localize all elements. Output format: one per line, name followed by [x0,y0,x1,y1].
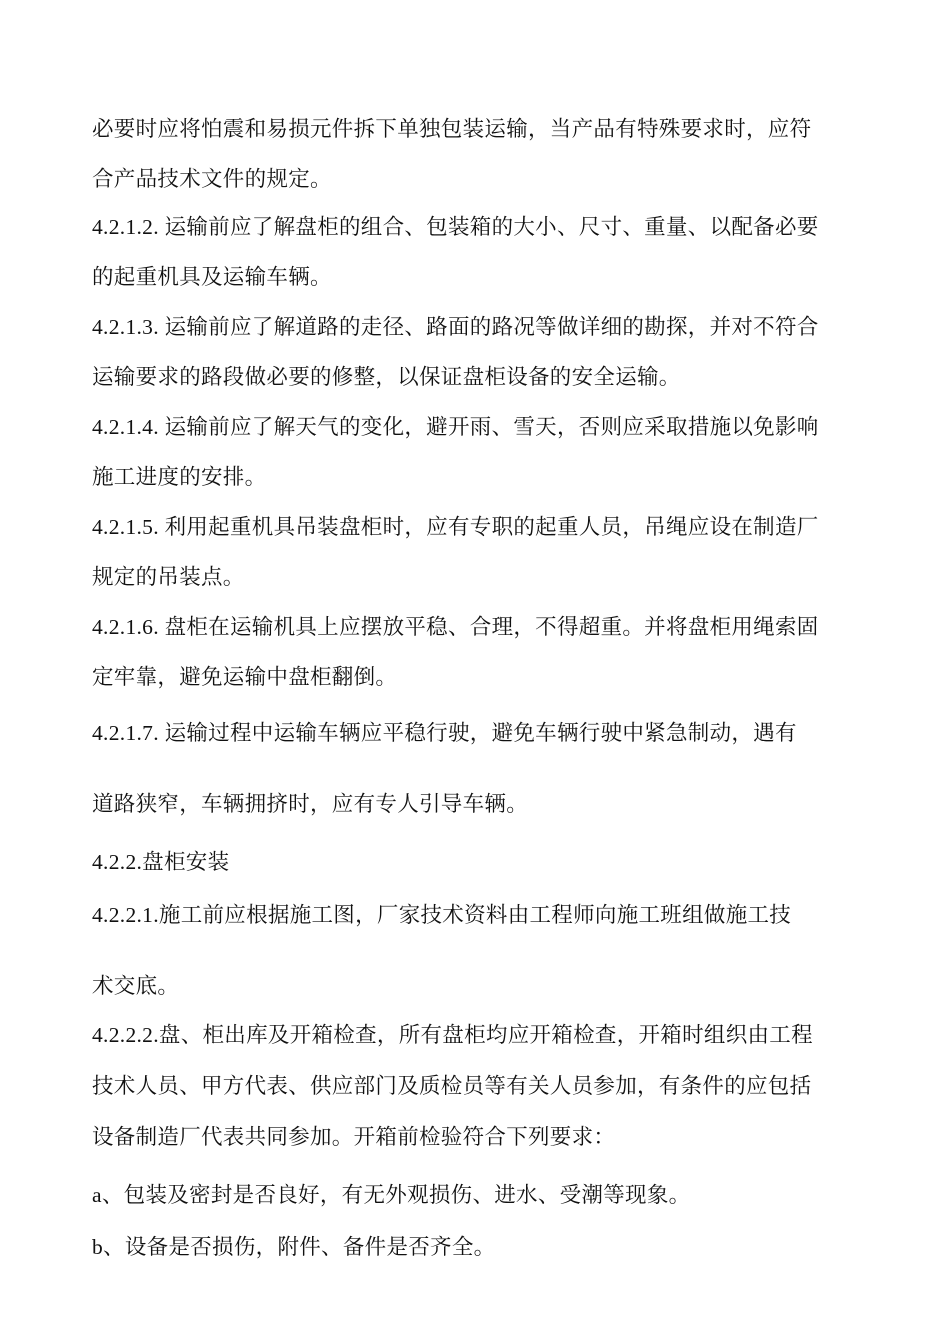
section-heading: 4.2.2.盘柜安装 [92,850,230,874]
text-line-4: 的起重机具及运输车辆。 [92,265,332,289]
text-line-10: 规定的吊装点。 [92,565,245,589]
text-line-7: 4.2.1.4. 运输前应了解天气的变化，避开雨、雪天，否则应采取措施以免影响 [92,415,819,439]
text-line-18: 4.2.2.2.盘、柜出库及开箱检查，所有盘柜均应开箱检查，开箱时组织由工程 [92,1023,813,1047]
text-line-20: 设备制造厂代表共同参加。开箱前检验符合下列要求： [92,1125,616,1149]
text-line-17: 术交底。 [92,974,180,998]
text-line-12: 定牢靠，避免运输中盘柜翻倒。 [92,665,398,689]
text-line-1: 必要时应将怕震和易损元件拆下单独包装运输，当产品有特殊要求时，应符 [92,117,812,141]
text-line-5: 4.2.1.3. 运输前应了解道路的走径、路面的路况等做详细的勘探，并对不符合 [92,315,819,339]
text-line-3: 4.2.1.2. 运输前应了解盘柜的组合、包装箱的大小、尺寸、重量、以配备必要 [92,215,819,239]
text-line-6: 运输要求的路段做必要的修整，以保证盘柜设备的安全运输。 [92,365,681,389]
text-line-11: 4.2.1.6. 盘柜在运输机具上应摆放平稳、合理，不得超重。并将盘柜用绳索固 [92,615,819,639]
text-line-13: 4.2.1.7. 运输过程中运输车辆应平稳行驶，避免车辆行驶中紧急制动，遇有 [92,721,797,745]
list-item-a: a、包装及密封是否良好，有无外观损伤、进水、受潮等现象。 [92,1183,691,1207]
text-line-8: 施工进度的安排。 [92,465,267,489]
text-line-19: 技术人员、甲方代表、供应部门及质检员等有关人员参加，有条件的应包括 [92,1074,812,1098]
text-line-14: 道路狭窄，车辆拥挤时，应有专人引导车辆。 [92,792,529,816]
text-line-2: 合产品技术文件的规定。 [92,167,332,191]
list-item-b: b、设备是否损伤，附件、备件是否齐全。 [92,1235,496,1259]
text-line-9: 4.2.1.5. 利用起重机具吊装盘柜时，应有专职的起重人员，吊绳应设在制造厂 [92,515,819,539]
text-line-16: 4.2.2.1.施工前应根据施工图，厂家技术资料由工程师向施工班组做施工技 [92,903,792,927]
